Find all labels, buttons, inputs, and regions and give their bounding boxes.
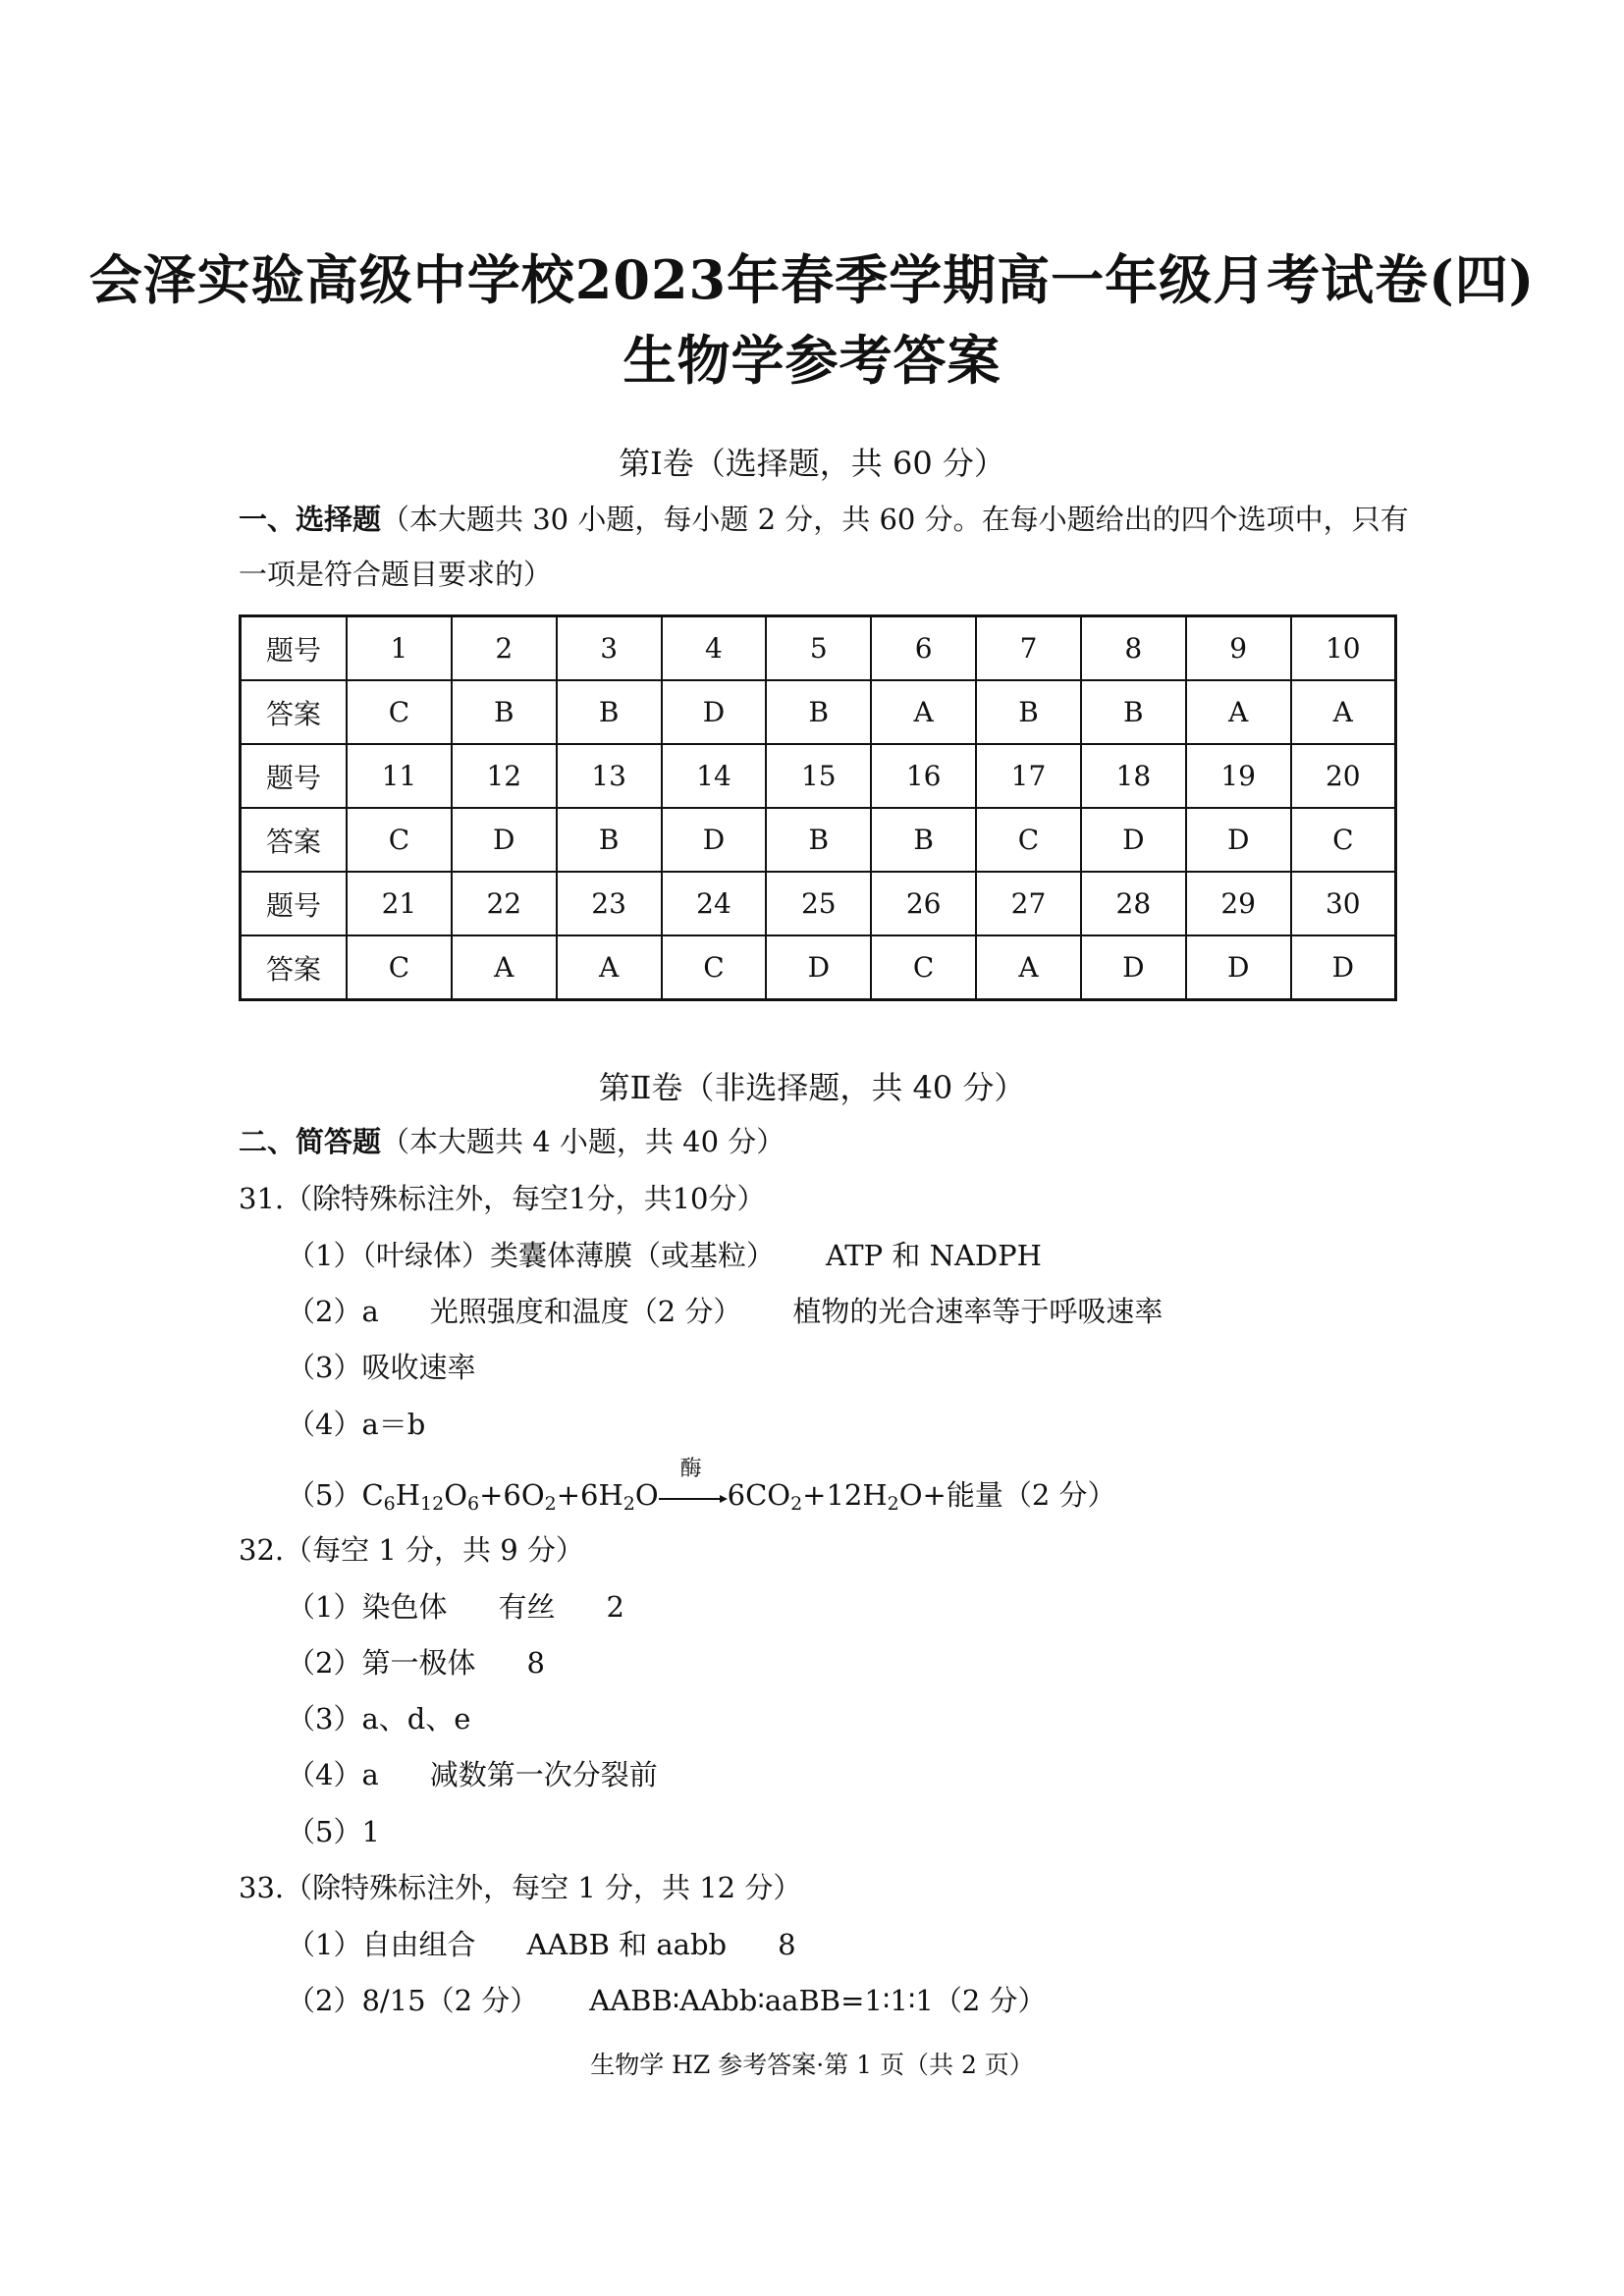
question-number-cell: 3: [557, 616, 662, 681]
answer-cell: D: [1081, 808, 1186, 872]
question-number-cell: 9: [1186, 616, 1291, 681]
q33-answer-1: [287, 1928, 796, 1962]
question-number-cell: 8: [1081, 616, 1186, 681]
answer-cell: C: [662, 935, 767, 1000]
q33-a1-part2: AABB 和 aabb: [526, 1928, 728, 1961]
q32-a1-part1: （1）染色体: [287, 1590, 448, 1624]
row-label-question: 题号: [241, 744, 348, 808]
q31-answer-2: [287, 1295, 1163, 1329]
arrow-icon: [659, 1494, 728, 1504]
question-number-cell: 5: [766, 616, 871, 681]
question-number-row: [241, 744, 1396, 808]
question-number-cell: 21: [347, 872, 452, 935]
question-number-cell: 16: [871, 744, 976, 808]
answer-cell: C: [347, 680, 452, 744]
question-number-cell: 10: [1291, 616, 1396, 681]
question-number-cell: 1: [347, 616, 452, 681]
question-number-cell: 7: [976, 616, 1081, 681]
question-number-cell: 14: [662, 744, 767, 808]
question-number-cell: 22: [452, 872, 557, 935]
q31-answer-3: （3）吸收速率: [287, 1351, 476, 1384]
question-number-row: [241, 616, 1396, 681]
q31-a2-part2: 光照强度和温度（2 分）: [429, 1295, 742, 1328]
question-number-cell: 30: [1291, 872, 1396, 935]
part1-heading: 第Ⅰ卷（选择题，共 60 分）: [619, 445, 1005, 482]
q32-answer-2: [287, 1646, 545, 1681]
question-number-cell: 12: [452, 744, 557, 808]
answer-cell: D: [662, 808, 767, 872]
document-subtitle: 生物学参考答案: [623, 329, 1001, 392]
row-label-question: 题号: [241, 872, 348, 935]
q31-answer-4: （4）a＝b: [287, 1408, 426, 1441]
q31-a2-part1: （2）a: [287, 1295, 379, 1328]
q32-a4-part2: 减数第一次分裂前: [429, 1758, 658, 1791]
page-footer: 生物学 HZ 参考答案·第 1 页（共 2 页）: [590, 2051, 1034, 2079]
answer-cell: D: [1081, 935, 1186, 1000]
q31-head: 31.（除特殊标注外，每空1分，共10分）: [239, 1182, 766, 1215]
question-number-cell: 2: [452, 616, 557, 681]
document-title: 会泽实验高级中学校2023年春季学期高一年级月考试卷(四): [88, 248, 1536, 311]
q31-answer-5: [287, 1457, 1116, 1516]
q33-a1-part1: （1）自由组合: [287, 1928, 476, 1961]
answer-row: [241, 935, 1396, 1000]
part2-heading: 第Ⅱ卷（非选择题，共 40 分）: [598, 1069, 1026, 1106]
question-number-cell: 29: [1186, 872, 1291, 935]
part2-section-intro: [239, 1125, 785, 1159]
q32-a2-part2: 8: [526, 1646, 545, 1680]
answer-cell: C: [871, 935, 976, 1000]
question-number-cell: 23: [557, 872, 662, 935]
question-number-cell: 28: [1081, 872, 1186, 935]
question-number-cell: 25: [766, 872, 871, 935]
q31-a1-part1: （1）（叶绿体）类囊体薄膜（或基粒）: [287, 1239, 775, 1272]
q33-answer-2: [287, 1984, 1046, 2018]
answer-table: [239, 614, 1397, 1001]
question-number-cell: 24: [662, 872, 767, 935]
part1-section-intro: [239, 503, 1409, 537]
answer-cell: B: [557, 680, 662, 744]
answer-cell: C: [1291, 808, 1396, 872]
q32-answer-3: （3）a、d、e: [287, 1702, 471, 1735]
answer-cell: A: [976, 935, 1081, 1000]
answer-cell: C: [976, 808, 1081, 872]
answer-row: [241, 808, 1396, 872]
q31-a5-suffix: +能量（2 分）: [922, 1478, 1116, 1512]
question-number-cell: 15: [766, 744, 871, 808]
respiration-reactants: $C_6H_{12}O_6+6O_2+6H_2O$: [361, 1478, 659, 1515]
respiration-products: $6CO_2+12H_2O$: [727, 1478, 923, 1515]
answer-cell: B: [557, 808, 662, 872]
q31-a5-prefix: （5）: [287, 1478, 362, 1512]
row-label-answer: 答案: [241, 808, 348, 872]
row-label-question: 题号: [241, 616, 348, 681]
question-number-cell: 19: [1186, 744, 1291, 808]
q32-a2-part1: （2）第一极体: [287, 1646, 476, 1680]
q32-a4-part1: （4）a: [287, 1758, 379, 1791]
q32-a1-part2: 有丝: [498, 1590, 556, 1624]
q33-a2-part2: AABB∶AAbb∶aaBB=1∶1∶1（2 分）: [589, 1984, 1047, 2017]
question-number-cell: 20: [1291, 744, 1396, 808]
question-number-cell: 6: [871, 616, 976, 681]
answer-cell: B: [976, 680, 1081, 744]
answer-cell: D: [766, 935, 871, 1000]
answer-cell: A: [557, 935, 662, 1000]
part2-section-label: 二、简答题: [239, 1125, 382, 1158]
q33-a1-part3: 8: [778, 1928, 796, 1961]
answer-cell: A: [452, 935, 557, 1000]
q32-answer-5: （5）1: [287, 1815, 380, 1848]
answer-cell: A: [1186, 680, 1291, 744]
question-number-cell: 26: [871, 872, 976, 935]
part1-section-desc2: 一项是符合题目要求的）: [239, 558, 553, 591]
question-number-row: [241, 872, 1396, 935]
answer-cell: D: [662, 680, 767, 744]
answer-cell: B: [766, 680, 871, 744]
q32-answer-1: [287, 1590, 624, 1625]
question-number-cell: 13: [557, 744, 662, 808]
reaction-arrow: [659, 1457, 728, 1512]
part1-section-desc: （本大题共 30 小题，每小题 2 分，共 60 分。在每小题给出的四个选项中，只有: [381, 503, 1409, 536]
answer-cell: D: [452, 808, 557, 872]
q33-a2-part1: （2）8/15（2 分）: [287, 1984, 539, 2017]
answer-cell: C: [347, 935, 452, 1000]
answer-cell: B: [766, 808, 871, 872]
q31-a2-part3: 植物的光合速率等于呼吸速率: [792, 1295, 1164, 1328]
q33-head: 33.（除特殊标注外，每空 1 分，共 12 分）: [239, 1871, 802, 1904]
answer-cell: A: [1291, 680, 1396, 744]
question-number-cell: 11: [347, 744, 452, 808]
answer-cell: D: [1186, 935, 1291, 1000]
part1-section-label: 一、选择题: [239, 503, 382, 536]
answer-cell: D: [1291, 935, 1396, 1000]
answer-row: [241, 680, 1396, 744]
answer-cell: B: [1081, 680, 1186, 744]
reaction-catalyst: 酶: [679, 1457, 702, 1481]
q32-a1-part3: 2: [606, 1590, 624, 1624]
answer-cell: B: [452, 680, 557, 744]
row-label-answer: 答案: [241, 935, 348, 1000]
q32-answer-4: [287, 1758, 658, 1792]
question-number-cell: 27: [976, 872, 1081, 935]
answer-cell: B: [871, 808, 976, 872]
answer-cell: C: [347, 808, 452, 872]
q32-head: 32.（每空 1 分，共 9 分）: [239, 1533, 584, 1567]
question-number-cell: 4: [662, 616, 767, 681]
question-number-cell: 18: [1081, 744, 1186, 808]
q31-a1-part2: ATP 和 NADPH: [825, 1239, 1042, 1272]
answer-cell: A: [871, 680, 976, 744]
row-label-answer: 答案: [241, 680, 348, 744]
answer-cell: D: [1186, 808, 1291, 872]
part2-section-desc: （本大题共 4 小题，共 40 分）: [381, 1125, 785, 1158]
q31-answer-1: [287, 1239, 1042, 1273]
question-number-cell: 17: [976, 744, 1081, 808]
